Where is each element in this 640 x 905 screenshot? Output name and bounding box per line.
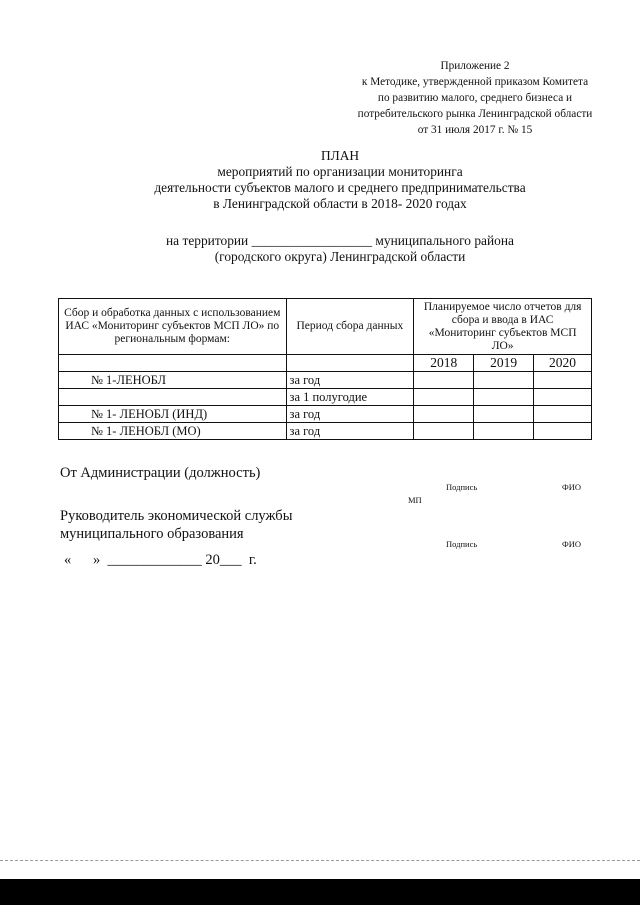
appendix-line: потребительского рынка Ленинградской области xyxy=(357,108,593,120)
period: за год xyxy=(286,423,414,440)
signature-label: Подпись xyxy=(446,482,478,492)
form-name: № 1- ЛЕНОБЛ (ИНД) xyxy=(59,406,287,423)
year-2020: 2020 xyxy=(534,355,592,372)
table-cell xyxy=(534,406,592,423)
title-line: мероприятий по организации мониторинга xyxy=(217,164,463,179)
plan-title xyxy=(60,148,620,212)
admin-position-label: От Администрации (должность) xyxy=(60,465,261,481)
fio-label: ФИО xyxy=(562,539,581,549)
scan-artifact-line xyxy=(0,860,640,861)
form-name: № 1-ЛЕНОБЛ xyxy=(59,372,287,389)
table-cell xyxy=(414,389,474,406)
period: за 1 полугодие xyxy=(286,389,414,406)
territory-line: (городского округа) Ленинградской области xyxy=(214,249,466,264)
title-line: деятельности субъектов малого и среднего предпринимательства xyxy=(154,180,526,195)
table-cell xyxy=(474,372,534,389)
appendix-line: к Методике, утвержденной приказом Комитета xyxy=(361,76,589,88)
territory-block xyxy=(60,233,620,265)
appendix-line: Приложение 2 xyxy=(440,60,510,72)
table-cell xyxy=(474,423,534,440)
date-line: « » _____________ 20___ г. xyxy=(64,552,257,568)
appendix-header xyxy=(330,58,620,138)
title-line: в Ленинградской области в 2018- 2020 годах xyxy=(213,196,467,211)
form-name: № 1- ЛЕНОБЛ (МО) xyxy=(59,423,287,440)
header-period: Период сбора данных xyxy=(286,299,414,355)
table-cell xyxy=(414,423,474,440)
stamp-label: МП xyxy=(408,495,422,505)
appendix-line: от 31 июля 2017 г. № 15 xyxy=(417,124,533,136)
title-heading: ПЛАН xyxy=(320,148,360,163)
table-cell xyxy=(534,372,592,389)
table-cell xyxy=(414,406,474,423)
table-row xyxy=(59,389,592,406)
table-cell xyxy=(474,406,534,423)
signature-label: Подпись xyxy=(446,539,478,549)
period: за год xyxy=(286,372,414,389)
fio-label: ФИО xyxy=(562,482,581,492)
plan-table xyxy=(58,298,592,440)
head-line: Руководитель экономической службы xyxy=(60,508,293,524)
scan-bottom-bar xyxy=(0,879,640,905)
economic-head-label xyxy=(60,507,292,543)
table-cell xyxy=(414,372,474,389)
header-planned-count: Планируемое число отчетов для сбора и ввода в ИАС «Мониторинг субъектов МСП ЛО» xyxy=(414,299,592,355)
appendix-line: по развитию малого, среднего бизнеса и xyxy=(377,92,573,104)
year-2019: 2019 xyxy=(474,355,534,372)
table-cell xyxy=(534,423,592,440)
header-forms: Сбор и обработка данных с использованием ИАС «Мониторинг субъектов МСП ЛО» по региональным формам: xyxy=(59,299,287,355)
table-cell xyxy=(286,355,414,372)
table-cell xyxy=(59,355,287,372)
territory-line: на территории __________________ муниципального района xyxy=(166,233,514,248)
period: за год xyxy=(286,406,414,423)
table-row xyxy=(59,423,592,440)
year-2018: 2018 xyxy=(414,355,474,372)
table-cell xyxy=(534,389,592,406)
head-line: муниципального образования xyxy=(60,526,244,542)
table-row xyxy=(59,406,592,423)
form-name xyxy=(59,389,287,406)
table-cell xyxy=(474,389,534,406)
table-row xyxy=(59,372,592,389)
